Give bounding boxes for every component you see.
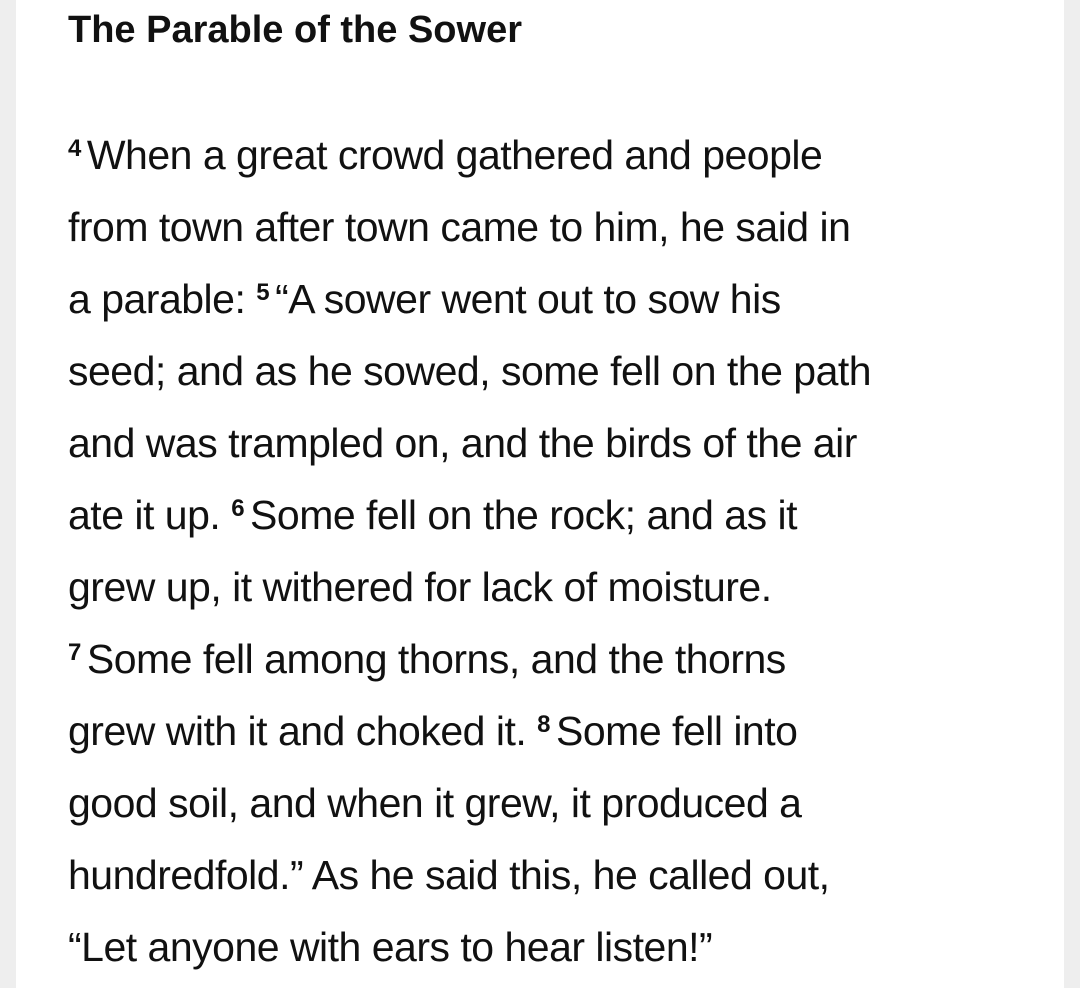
verse-number: 7 [68, 639, 81, 666]
verse-text: grew up, it withered for lack of moisture. [68, 564, 772, 610]
verse-text: ate it up. [68, 492, 221, 538]
text-line [68, 335, 1068, 407]
text-line [68, 839, 1068, 911]
verse-text: and was trampled on, and the birds of the air [68, 420, 857, 466]
verse-text: When a great crowd gathered and people [86, 132, 823, 178]
page [16, 0, 1064, 988]
verse-text: Some fell into [556, 708, 798, 754]
verse-text: seed; and as he sowed, some fell on the path [68, 348, 872, 394]
verse-text: hundredfold.” As he said this, he called out, [68, 852, 830, 898]
verse-text: Some fell on the rock; and as it [250, 492, 797, 538]
verse-text: “Let anyone with ears to hear listen!” [68, 924, 713, 970]
scripture-passage [68, 119, 1068, 983]
text-line [68, 623, 1068, 695]
text-line [68, 767, 1068, 839]
text-line [68, 119, 1068, 191]
verse-number: 4 [68, 135, 81, 162]
verse-text: grew with it and choked it. [68, 708, 527, 754]
text-line [68, 263, 1068, 335]
verse-number: 5 [256, 279, 270, 306]
verse-number: 6 [231, 495, 245, 522]
text-line [68, 191, 1068, 263]
verse-text: Some fell among thorns, and the thorns [86, 636, 786, 682]
verse-text: a parable: [68, 276, 246, 322]
verse-number: 8 [537, 711, 551, 738]
section-heading: The Parable of the Sower [68, 9, 522, 51]
text-line [68, 695, 1068, 767]
text-line [68, 551, 1068, 623]
text-line [68, 407, 1068, 479]
verse-text: from town after town came to him, he said in [68, 204, 851, 250]
verse-text: “A sower went out to sow his [275, 276, 781, 322]
text-line [68, 911, 1068, 983]
text-line [68, 479, 1068, 551]
verse-text: good soil, and when it grew, it produced a [68, 780, 802, 826]
